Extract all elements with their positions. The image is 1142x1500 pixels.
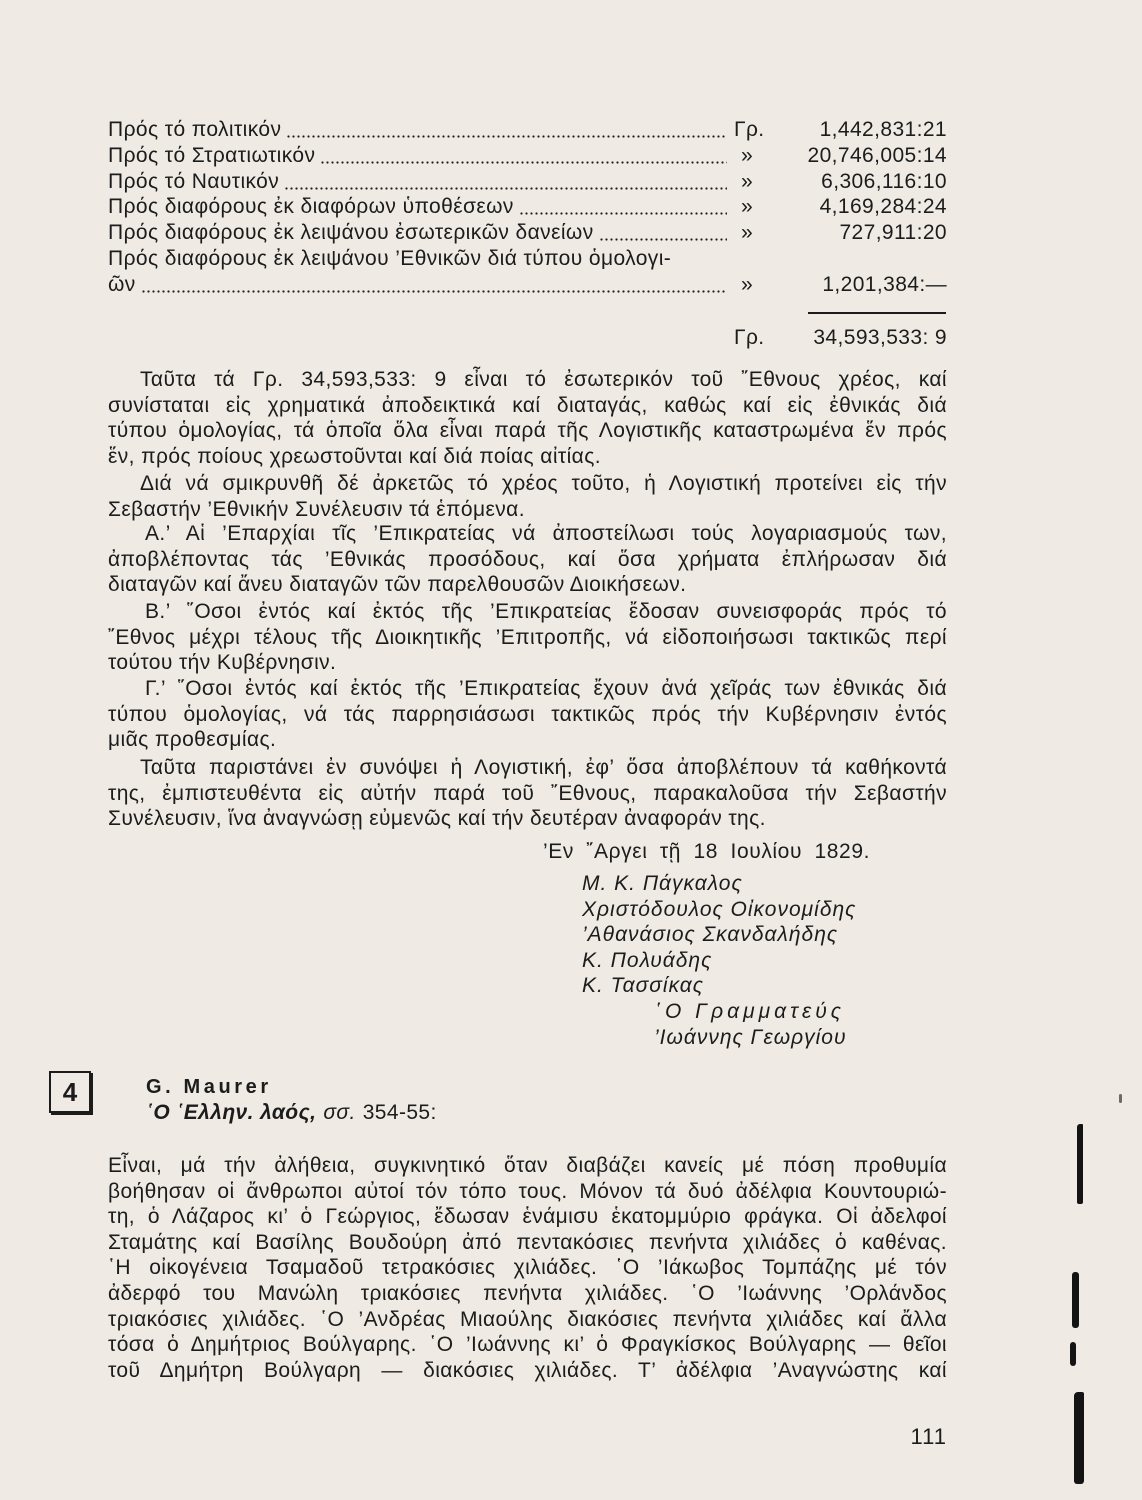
- paragraph-line: της, ἐμπιστευθέντα εἰς αὐτήν παρά τοῦ ῎Εθνους, παρακαλοῦσα τήν Σεβαστήν: [108, 781, 947, 805]
- total-rule: [808, 312, 946, 314]
- ledger-total: [108, 325, 947, 351]
- scan-artifact: [1077, 1124, 1083, 1204]
- ditto-marker: »: [741, 221, 754, 244]
- excerpt-author: G. Maurer: [146, 1076, 272, 1098]
- paragraph-line: διαταγῶν καί ἄνευ διαταγῶν τῶν παρελθουσῶν Διοικήσεων.: [108, 573, 687, 597]
- signatory: Μ. Κ. Πάγκαλος: [582, 872, 743, 895]
- paragraph: [108, 599, 947, 676]
- excerpt-line: Σταμάτης καί Βασίλης Βουδούρη ἀπό πεντακόσιες πενήντα χιλιάδες ὁ καθένας.: [108, 1230, 947, 1254]
- ledger-currency-marker: Γρ.: [734, 326, 765, 349]
- paragraph-line: Ταῦτα παριστάνει ἐν συνόψει ἡ Λογιστική, ἐφ’ ὅσα ἀποβλέπουν τά καθήκοντά: [140, 756, 947, 779]
- signatory: Χριστόδουλος Οἰκονομίδης: [582, 897, 857, 921]
- dot-leader: [600, 238, 727, 241]
- dot-leader: [321, 161, 727, 164]
- ditto-marker: »: [741, 273, 754, 296]
- paragraph-line: μιᾶς προθεσμίας.: [108, 728, 277, 752]
- page-number: 111: [910, 1424, 947, 1449]
- source-pages: 354-55:: [362, 1101, 437, 1124]
- paragraph-line: ἀποβλέποντας τάς ’Εθνικάς προσόδους, καί ὅσα χρήματα ἐπλήρωσαν διά: [108, 547, 947, 571]
- paragraph-line: συνίσταται εἰς χρηματικά ἀποδεικτικά καί διαταγάς, καθώς καί εἰς ἐθνικάς διά: [108, 393, 947, 417]
- ditto-marker: »: [741, 170, 754, 193]
- signatory: Κ. Πολυάδης: [582, 948, 713, 972]
- excerpt-line: βοήθησαν οἱ ἄνθρωποι αὐτοί τόν τόπο τους. Μόνον τά δυό ἀδέλφια Κουντουριώ-: [108, 1179, 947, 1203]
- excerpt-paragraph: [108, 1153, 947, 1383]
- source-pages-label: σσ.: [323, 1101, 356, 1124]
- total-spacer: [108, 325, 734, 351]
- paragraph-line: Συνέλευσιν, ἵνα ἀναγνώσῃ εὐμενῶς καί τήν δευτέραν ἀναφοράν της.: [108, 807, 766, 831]
- dot-leader: [520, 212, 727, 215]
- signatories: [582, 871, 856, 1050]
- paragraph-line: τύπου ὁμολογίας, τά ὁποῖα ὅλα εἶναι παρά τῆς Λογιστικῆς καταστρωμένα ἕν πρός: [108, 419, 947, 443]
- ledger-row: [108, 117, 947, 143]
- dot-leader: [142, 290, 727, 293]
- dot-leader: [285, 187, 727, 190]
- paragraph-line: ῎Εθνος μέχρι τέλους τῆς Διοικητικῆς ’Επιτροπῆς, νά εἰδοποιήσωσι τακτικῶς περί: [108, 625, 947, 649]
- ledger-label: Πρός τό Ναυτικόν: [108, 170, 280, 193]
- section-number-box: 4: [49, 1071, 91, 1113]
- paragraph-line: Ταῦτα τά Γρ. 34,593,533: 9 εἶναι τό ἐσωτερικόν τοῦ ῎Εθνους χρέος, καί: [140, 368, 947, 391]
- excerpt-line: τόσα ὁ Δημήτριος Βούλγαρης. ῾Ο ’Ιωάννης κι’ ὁ Φραγκίσκος Βούλγαρης — θεῖοι: [108, 1333, 947, 1357]
- ledger-label: Πρός διαφόρους ἐκ λειψάνου ἐσωτερικῶν δανείων: [108, 221, 594, 244]
- paragraph: [108, 755, 947, 832]
- scan-artifact: [1119, 1094, 1122, 1103]
- paragraph-line: τύπου ὁμολογίας, νά τάς παρρησιάσωσι τακτικῶς πρός τήν Κυβέρνησιν ἐντός: [108, 702, 947, 726]
- ledger-label: Πρός διαφόρους ἐκ διαφόρων ὑποθέσεων: [108, 195, 514, 218]
- paragraph: [108, 367, 947, 469]
- ditto-marker: »: [741, 195, 754, 218]
- ledger-label: Πρός τό πολιτικόν: [108, 118, 282, 141]
- ledger-total-amount: 34,593,533: 9: [813, 326, 947, 349]
- scan-artifact: [1070, 1342, 1076, 1366]
- excerpt-line: ῾Η οἰκογένεια Τσαμαδοῦ τετρακόσιες χιλιάδες. ῾Ο ’Ιάκωβος Τομπάζης μέ τόν: [108, 1256, 947, 1280]
- source-title: ῾Ο ῾Ελλην. λαός,: [146, 1101, 317, 1124]
- ledger-amount: 20,746,005:14: [807, 144, 947, 167]
- excerpt-source: [146, 1100, 437, 1126]
- scan-artifact: [1072, 1272, 1079, 1328]
- paragraph-line: Διά νά σμικρυνθῆ δέ ἀρκετῶς τό χρέος τοῦτο, ἡ Λογιστική προτείνει εἰς τήν: [140, 472, 947, 495]
- ledger-row-first-line: [108, 246, 947, 272]
- excerpt-line: Εἶναι, μά τήν ἀλήθεια, συγκινητικό ὅταν διαβάζει κανείς μέ πόση προθυμία: [108, 1154, 947, 1177]
- ledger-amount: 6,306,116:10: [821, 170, 947, 193]
- ledger-label: Πρός διαφόρους ἐκ λειψάνου ’Εθνικῶν διά τύπου ὁμολογι-: [108, 247, 672, 270]
- ledger-row: [108, 143, 947, 169]
- paragraph: [108, 471, 947, 522]
- signatory-role: ῾Ο Γραμματεύς: [654, 999, 845, 1023]
- scan-artifact: [1074, 1392, 1084, 1484]
- ledger-row: [108, 220, 947, 246]
- ledger-label-continuation: ῶν: [108, 273, 136, 296]
- ledger-amount: 727,911:20: [839, 221, 947, 244]
- signatory: ’Αθανάσιος Σκανδαλήδης: [582, 923, 839, 947]
- excerpt-line: ἀδερφό του Μανώλη τριακόσιες πενήντα χιλιάδες. ῾Ο ’Ιωάννης ’Ορλάνδος: [108, 1281, 947, 1305]
- paragraph-line: τούτου τήν Κυβέρνησιν.: [108, 651, 337, 675]
- paragraph-line: Α.’ Αἱ ’Επαρχίαι τῖς ’Επικρατείας νά ἀποστείλωσι τούς λογαριασμούς των,: [145, 522, 947, 545]
- ledger-row: [108, 169, 947, 195]
- signatory: ’Ιωάννης Γεωργίου: [654, 1025, 847, 1049]
- ledger-amount: 1,201,384:—: [822, 273, 947, 296]
- ledger-amount: 1,442,831:21: [819, 118, 947, 141]
- date-line: ’Εν ῎Αργει τῇ 18 Ιουλίου 1829.: [543, 840, 871, 863]
- excerpt-line: τριακόσιες χιλιάδες. ῾Ο ’Ανδρέας Μιαούλης διακόσιες πενήντα χιλιάδες καί ἄλλα: [108, 1307, 947, 1331]
- ditto-marker: »: [741, 144, 754, 167]
- paragraph-line: ἕν, πρός ποίους χρεωστοῦνται καί διά ποίας αἰτίας.: [108, 444, 601, 468]
- paragraph-line: Γ.’ ῞Οσοι ἐντός καί ἐκτός τῆς ’Επικρατείας ἔχουν ἀνά χεῖράς των ἐθνικάς διά: [145, 677, 947, 700]
- dot-leader: [287, 135, 727, 138]
- paragraph: [108, 521, 947, 598]
- paragraph-line: Σεβαστήν ’Εθνικήν Συνέλευσιν τά ἑπόμενα.: [108, 497, 525, 521]
- paragraph: [108, 676, 947, 753]
- signatory: Κ. Τασσίκας: [582, 974, 704, 998]
- ledger-amount: 4,169,284:24: [819, 195, 947, 218]
- paragraph-line: Β.’ ῞Οσοι ἐντός καί ἐκτός τῆς ’Επικρατείας ἔδοσαν συνεισφοράς πρός τό: [145, 600, 947, 623]
- excerpt-line: τοῦ Δημήτρη Βούλγαρη — διακόσιες χιλιάδες. Τ’ ἀδέλφια ’Αναγνώστης καί: [108, 1358, 947, 1382]
- ledger-row: [108, 194, 947, 220]
- ledger-currency-marker: Γρ.: [734, 118, 765, 141]
- ledger-label: Πρός τό Στρατιωτικόν: [108, 144, 316, 167]
- ledger-row-continuation: [108, 272, 947, 298]
- excerpt-line: τη, ὁ Λάζαρος κι’ ὁ Γεώργιος, ἔδωσαν ἑνάμισυ ἑκατομμύριο φράγκα. Οἱ ἀδελφοί: [108, 1205, 947, 1229]
